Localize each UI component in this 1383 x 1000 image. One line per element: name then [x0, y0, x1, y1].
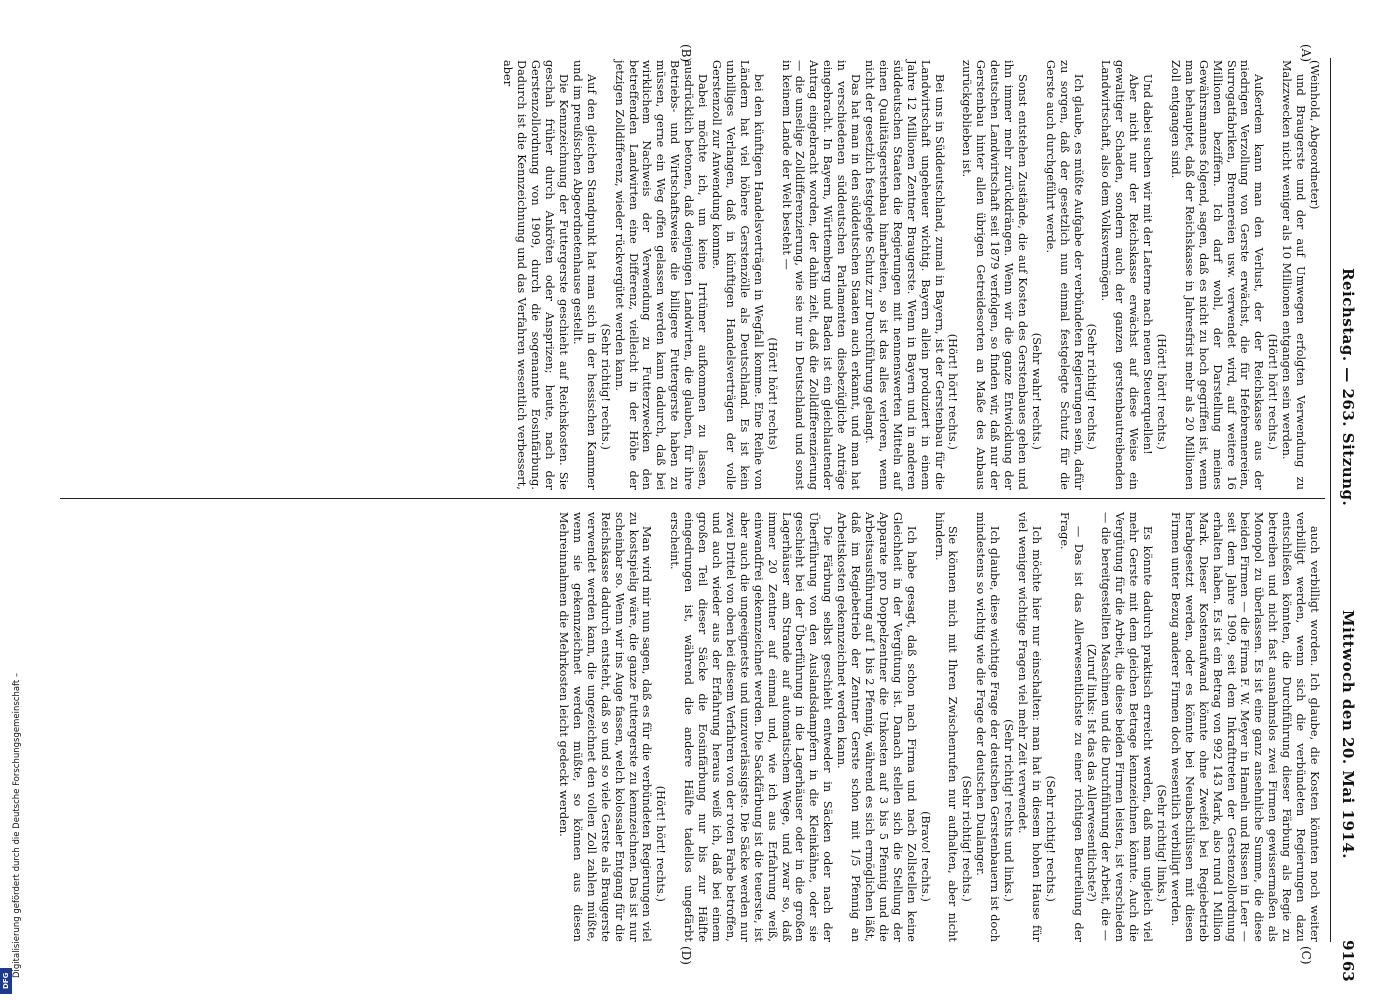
margin-marker-c: (C)	[1299, 946, 1313, 965]
interjection: (Sehr richtig! rechts.)	[598, 323, 612, 450]
margin-marker-a: (A)	[1299, 44, 1313, 63]
paragraph: Die Kennzeichnung der Futtergerste geschieht auf Reichskosten. Sie geschah früher durch Ankröten oder Ansprizen; heute, nach der Gerstenzollordnung von 1909, durch die sogenannte Eosinfärbung. Dadurch ist die Kennzeichnung und das Verfahren wesentlich verbessert, aber	[501, 60, 571, 490]
paragraph: Außerdem kann man den Verlust, der der Reichskasse aus der niedrigen Verzollung von Gerste erwächst, die für Hefebrennereien, Surrogatfabriken, Brennereien usw. verwendet wird, auf weitere 16 Millionen beziffern. Ich darf wohl, der Darstellung meines Gewährsmannes folgend, sagen, daß es nicht zu hoch gegriffen ist, wenn man behauptet, daß der Reichskasse in Jahresfrist mehr als 20 Millionen Zoll entgangen sind.	[1168, 60, 1266, 490]
margin-marker-d: (D)	[679, 946, 693, 965]
paragraph: — Das ist das Allerwesentlichste zu einer richtigen Beurteilung der Frage.	[1057, 512, 1085, 942]
paragraph: Ich glaube, es müßte Aufgabe der verbündeten Regierungen sein, dafür zu sorgen, daß der gesetzlich nun einmal festgelegte Schutz für die Gerste auch durchgeführt werde.	[1043, 60, 1085, 490]
paragraph: bei den künftigen Handelsverträgen in Wegfall komme. Eine Reihe von Ländern hat viel höhere Gerstenzölle als Deutschland. Es ist kein unbilliges Verlangen, daß in künftigen Handelsverträgen der volle Gerstenzoll zur Anwendung komme.	[710, 60, 765, 490]
header-left: Reichstag. — 263. Sitzung.	[1339, 268, 1357, 507]
digitization-credit: Digitalisierung gefördert durch die Deutsche Forschungsgemeinschaft –	[12, 672, 22, 978]
page-number: 9163	[1339, 940, 1357, 982]
interjection: (Hört! hört! rechts.)	[654, 785, 668, 902]
paragraph: Ich möchte hier nur einschalten: man hat in diesem hohen Hause für viel weniger wichtige Fragen viel mehr Zeit verwendet.	[1015, 512, 1043, 942]
paragraph: (Weinhold, Abgeordneter)	[1308, 60, 1321, 210]
paragraph: Das hat man in den süddeutschen Staaten auch erkannt, und man hat in verschiedenen süddeutschen Parlamenten diesbezügliche Anträge eingebracht. In Bayern, Württemberg und Baden ist ein gleichlautender Antrag eingebracht worden, der dahin zielt, daß die Zolldifferenzierung — die unselige Zolldifferenzierung, wie sie nur in Deutschland und sonst in keinem Lande der Welt besteht —	[779, 60, 863, 490]
interjection: (Sehr richtig! rechts.)	[960, 775, 974, 902]
interjection: (Sehr richtig! rechts.)	[1085, 323, 1099, 450]
paragraph: und Braugerste und der auf Umwegen erfolgten Verwendung zu Malzzwecken nicht weniger als 10 Millionen entgangen sein werden.	[1280, 60, 1308, 490]
interjection: (Sehr wahr! rechts.)	[1029, 332, 1043, 450]
interjection: (Bravo! rechts.)	[918, 811, 932, 902]
margin-marker-b: (B)	[679, 44, 693, 63]
interjection: (Hört! hört! rechts)	[765, 337, 779, 450]
paragraph: Bei uns in Süddeutschland, zumal in Bayern, ist der Gerstenbau für die Landwirtschaft ungeheuer wichtig. Bayern allein produziert in einem Jahre 12 Millionen Zentner Braugerste. Wenn in Bayern und in anderen süddeutschen Staaten die Regierungen mit nennenswerten Mitteln auf einen Qualitätsgerstenbau hinarbeiten, so ist das alles verloren, wenn nicht der gesetzlich festgelegte Schutz zur Durchführung gelangt.	[863, 60, 946, 490]
paragraph: Sie können mich mit Ihren Zwischenrufen nur aufhalten, aber nicht hindern.	[932, 512, 960, 942]
text-column-right	[556, 512, 1321, 942]
paragraph: auch verbilligt worden. Ich glaube, die Kosten könnten noch weiter verbilligt werden, wenn sich die verbündeten Regierungen dazu entschließen könnten, die Durchführung dieser Färbung als Regie zu betreiben und nicht fast ausnahmslos zwei Firmen gewissermaßen als Monopol zu überlassen. Es ist eine ganz ansehnliche Summe, die diese beiden Firmen — die Firma F. W. Meyer in Hameln und Rissen in Leer — seit dem Jahre 1909, seit dem Inkrafttreten der Gerstenzollordnung erhalten haben. Es ist ein Betrag von 992 143 Mark, also rund 1 Million Mark. Dieser Kostenaufwand könnte ohne Zweifel bei Regiebetrieb herabgesetzt werden, oder es könnte bei Neuabschlüssen mit diesen Firmen unter Bezug anderer Firmen doch wesentlich verbilligt werden.	[1168, 512, 1321, 942]
paragraph: Man wird mir nun sagen, daß es für die verbündeten Regierungen viel zu kostspielig wäre, die ganze Futtergerste zu kennzeichnen. Das ist nur scheinbar so. Wenn wir ins Auge fassen, welch kolossaler Entgang für die Reichskasse dadurch entsteht, daß so und so viele Gerste als Braugerste verwendet werden kann, die ungezeichnet den vollen Zoll zahlen müßte, wenn sie gekennzeichnet werden müßte, so können aus diesen Mehreinnahmen die Mehrkosten leicht gedeckt werden.	[557, 512, 654, 942]
paragraph: Dabei möchte ich, um keine Irrtümer aufkommen zu lassen, ausdrücklich betonen, daß denjenigen Landwirten, die glauben, für ihre Betriebs- und Wirtschaftsweise die billigere Futtergerste haben zu müssen, gerne ein Weg offen gelassen werden kann dadurch, daß bei wirklichem Nachweis der Verwendung zu Futterzwecken den betreffenden Landwirten eine Differenz, vielleicht in der Höhe der jetzigen Zolldifferenz, wieder rückvergütet werden kann.	[612, 60, 710, 490]
header-rule	[1330, 58, 1331, 942]
interjection: (Sehr richtig! rechts und links.)	[1002, 719, 1016, 902]
interjection: (Hört! hört! rechts.)	[1155, 333, 1169, 450]
interjection: (Sehr richtig! rechts.)	[1043, 775, 1057, 902]
interjection: (Hört! hört! rechts.)	[946, 333, 960, 450]
header-right: Mittwoch den 20. Mai 1914.	[1339, 610, 1357, 860]
paragraph: Die Färbung selbst geschieht entweder in Säcken oder nach der Überführung von den Auslandsdampfern in die Kleinkähne, oder sie geschieht bei der Überführung in die Lagerhäuser oder in die großen Lagerhäuser am Strande auf automatischem Wege, und zwar so, daß immer 20 Zentner auf einmal und, wie ich aus Erfahrung weiß, einwandfrei gekennzeichnet werden. Die Sackfärbung ist die teuerste, ist aber auch die ungeeignetste und unzuverlässigste. Die Säcke werden nur zwei Drittel von oben bei diesem Verfahren von der roten Farbe betroffen, und auch wieder aus der Erfahrung heraus weiß ich, daß bei einem großen Teil dieser Säcke die Eosinfärbung nur bis zur Hälfte eingedrungen ist, während die andere Hälfte tadellos ungefärbt erscheint.	[668, 512, 835, 942]
paragraph: Aber nicht nur der Reichskasse erwächst auf diese Weise ein gewaltiger Schaden, sondern auch der ganzen gerstenbautreibenden Landwirtschaft, also dem Volksvermögen.	[1099, 60, 1141, 490]
interjection: (Zuruf links: Ist das das Allerwesentlichste?)	[1085, 643, 1099, 902]
text-column-left	[501, 60, 1321, 490]
dfg-logo: DFG	[0, 968, 12, 994]
paragraph: Auf den gleichen Standpunkt hat man sich in der hessischen Kammer und im preußischen Abgeordnetenhause gestellt.	[570, 60, 598, 490]
paragraph: Sonst entstehen Zustände, die auf Kosten des Gerstenbaues gehen und ihn immer mehr zurückdrängen. Wenn wir die ganze Entwicklung der deutschen Landwirtschaft seit 1879 verfolgen, so finden wir, daß nur der Gerstenbau hinter allen übrigen Getreidesorten an Maße des Anbaus zurückgeblieben ist.	[960, 60, 1029, 490]
paragraph: Ich habe gesagt, daß schon nach Firma und nach Zollstellen keine Gleichheit in der Vergütung ist. Danach stellen sich die Stellung der Apparate pro Doppelzentner die Unkosten auf 3 bis 5 Pfennig und die Arbeitsausführung auf 1 bis 2 Pfennig, während es sich ermöglichen läßt, daß im Regiebetrieb der Zentner Gerste schon mit 1/5 Pfennig an Arbeitskosten gekennzeichnet werden kann.	[835, 512, 918, 942]
paragraph: Es könnte dadurch praktisch erreicht werden, daß man ungleich viel mehr Gerste mit dem gleichen Betrage kennzeichnen könnte. Auch die Vergütung für die Arbeit, die diese beiden Firmen leisten, ist verschieden — die bereitgestellten Maschinen und die Durchführung der Arbeit, die —	[1099, 512, 1155, 942]
interjection: (Hört! hört! rechts.)	[1266, 333, 1280, 450]
paragraph: Und dabei suchen wir mit der Laterne nach neuen Steuerquellen!	[1141, 74, 1155, 455]
column-divider	[60, 498, 1325, 499]
paragraph: Ich glaube, diese wichtige Frage der deutschen Gerstenbauern ist doch mindestens so wichtig wie die Frage der deutschen Dualanger.	[974, 512, 1002, 942]
interjection: (Sehr richtig! links.)	[1155, 784, 1169, 902]
